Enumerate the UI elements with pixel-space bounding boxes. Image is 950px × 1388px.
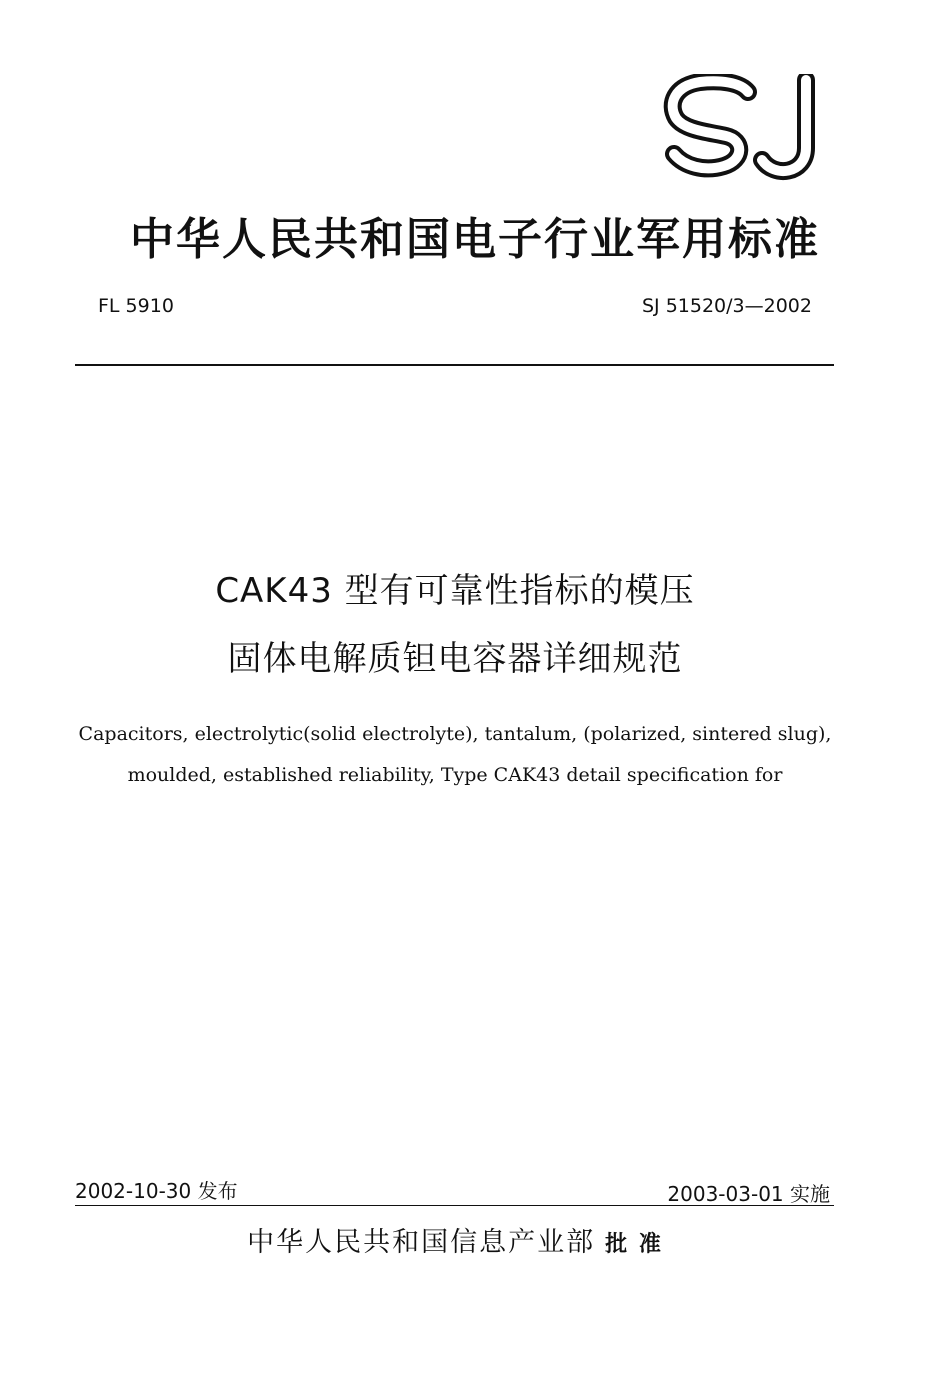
classification-code: FL 5910 <box>98 295 174 317</box>
document-title-cn-line2: 固体电解质钽电容器详细规范 <box>227 639 683 679</box>
approve-suffix: 批 准 <box>605 1232 663 1257</box>
issue-date: 2002-10-30 发布 <box>75 1179 238 1203</box>
standard-title: 中华人民共和国电子行业军用标准 <box>130 214 820 265</box>
effective-date: 2003-03-01 实施 <box>667 1182 830 1206</box>
sj-logo <box>658 74 818 186</box>
document-title-en-line2: moulded, established reliability, Type CAK43 detail specification for <box>127 764 783 786</box>
top-divider <box>75 364 834 366</box>
document-title-cn-line1: CAK43 型有可靠性指标的模压 <box>215 571 695 611</box>
standard-number: SJ 51520/3—2002 <box>642 295 812 317</box>
document-title-en-line1: Capacitors, electrolytic(solid electrolyte), tantalum, (polarized, sintered slug), <box>78 723 832 745</box>
bottom-divider <box>75 1205 834 1206</box>
approver-name: 中华人民共和国信息产业部 <box>247 1227 596 1258</box>
approval-line <box>0 1223 910 1265</box>
